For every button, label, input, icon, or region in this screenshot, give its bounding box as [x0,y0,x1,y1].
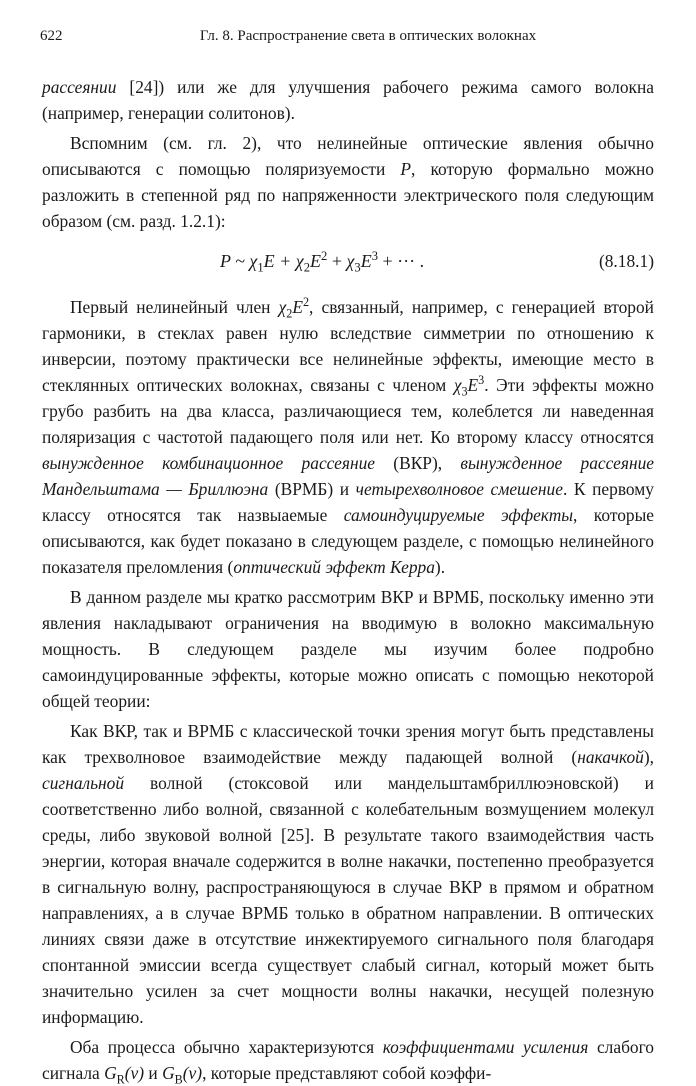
eq-plus: + [327,251,347,271]
italic-term: вынужденное комбинационное рассеяние [42,453,375,473]
italic-term: рассеянии [42,77,117,97]
italic-term: сигнальной [42,773,125,793]
eq-sub-1: 1 [257,260,264,275]
italic-term: коэффициентами усиления [382,1037,589,1057]
eq-E-2: E [310,251,322,271]
text-run: . Эти эффекты можно грубо разбить на два класса, различающиеся тем, колеблется ли наведенная поляризация с частотой падающего поля или нет. Ко второму классу относятся [42,375,654,447]
equation-8-18-1 [42,242,654,280]
paragraph-1 [42,74,654,126]
eq-chi-3: χ [346,251,355,271]
eq-lhs: P ~ [220,251,250,271]
paragraph-4 [42,584,654,714]
text-run: волной (стоксовой или мандельштамбриллюэновской) и соответственно либо волной, связанной с колебательным возмущением молекул среды, либо звуковой волной [25]. В результате такого взаимодействия часть энергии, которая вначале содержится в волне накачки, постепенно преобразуется в сигнальную волну, распространяющуюся в случае ВКР в прямом и обратном направлениях, а в случае ВРМБ только в обратном направлении. В оптических линиях связи даже в отсутствие инжектируемого сигнального поля благодаря спонтанной эмиссии всегда существует слабый сигнал, который может быть значительно усилен за счет мощности волны накачки, несущей полезную информацию. [42,773,654,1027]
E3-symbol: E [467,375,479,395]
gain-subscript-R: R [116,1072,125,1086]
page-body [42,74,654,1086]
text-run: Оба процесса обычно характеризуются [70,1037,383,1057]
running-title: Гл. 8. Распространение света в оптических волокнах [199,28,537,44]
eq-chi-1: χ [249,251,258,271]
text-run: (ВРМБ) и [268,479,356,499]
paragraph-2 [42,130,654,234]
text-run: , связанный, например, с генерацией второй гармоники, в стеклах равен нулю вследствие симметрии по отношению к инверсии, поэтому практически все нелинейные эффекты, имеющие место в стеклянных оптических волокнах, связаны с членом [42,297,654,395]
italic-term: накачкой [577,747,644,767]
chi-subscript: 2 [286,306,293,321]
text-run: . К первому классу относятся так назвыаемые [42,479,654,525]
italic-term: оптический эффект Керра [233,557,435,577]
eq-term-1: E + [263,251,296,271]
text-run: , которую формально можно разложить в степенной ряд по напряженности электрического поля следующим образом (см. разд. 1.2.1): [42,159,654,231]
paragraph-5 [42,718,654,1030]
eq-pow-2: 2 [321,249,328,263]
text-run: Первый нелинейный член [70,297,279,317]
text-run: [24]) или же для улучшения рабочего режима самого волокна (например, генерации солитонов). [42,77,654,123]
italic-term: вынужденное рассеяние Мандельштама — Бриллюэна [42,453,654,499]
eq-E-3: E [360,251,372,271]
italic-term: четырехволновое смешение [355,479,563,499]
eq-tail: + ··· . [377,251,425,271]
text-run: слабого сигнала [42,1037,655,1083]
text-run: (ВКР), [375,453,461,473]
chi3-symbol: χ [453,375,462,395]
eq-chi-2: χ [295,251,304,271]
text-run: ). [434,557,446,577]
text-run: и [144,1063,163,1083]
page-number: 622 [40,28,63,44]
text-run: ), [643,747,654,767]
E-power: 2 [302,295,310,310]
eq-sub-2: 2 [303,260,311,275]
text-run: , которые представляют собой коэффи- [202,1063,492,1083]
chi-symbol: χ [278,297,287,317]
gain-symbol-B: G [162,1063,175,1083]
symbol-P: P [400,159,412,179]
text-run: Вспомним (см. гл. 2), что нелинейные оптические явления обычно описываются с помощью поляризуемости [42,133,654,179]
text-run: В данном разделе мы кратко рассмотрим ВКР и ВРМБ, поскольку именно эти явления накладывают ограничения на вводимую в волокно максимальную мощность. В следующем разделе мы изучим более подробно самоиндуцированные эффекты, которые можно описать с помощью некоторой общей теории: [42,587,654,711]
paragraph-6 [42,1034,654,1086]
text-run: Как ВКР, так и ВРМБ с классической точки зрения могут быть представлены как трехволновое взаимодействие между падающей волной ( [42,721,654,767]
equation-formula [220,248,424,274]
gain-argument-R: (ν) [124,1063,145,1083]
equation-number: (8.18.1) [598,251,654,271]
italic-term: самоиндуцируемые эффекты [343,505,574,525]
eq-sub-3: 3 [354,260,361,275]
text-run: , которые описываются, как будет показано в следующем разделе, с помощью нелинейного показателя преломления ( [42,505,654,577]
running-header [40,28,656,48]
gain-symbol-R: G [104,1063,117,1083]
eq-pow-3: 3 [371,249,378,263]
gain-subscript-B: B [174,1072,183,1086]
E-symbol: E [292,297,303,317]
chi3-subscript: 3 [461,384,468,399]
gain-argument-B: (ν) [182,1063,203,1083]
E3-power: 3 [478,373,485,388]
paragraph-3 [42,294,654,580]
